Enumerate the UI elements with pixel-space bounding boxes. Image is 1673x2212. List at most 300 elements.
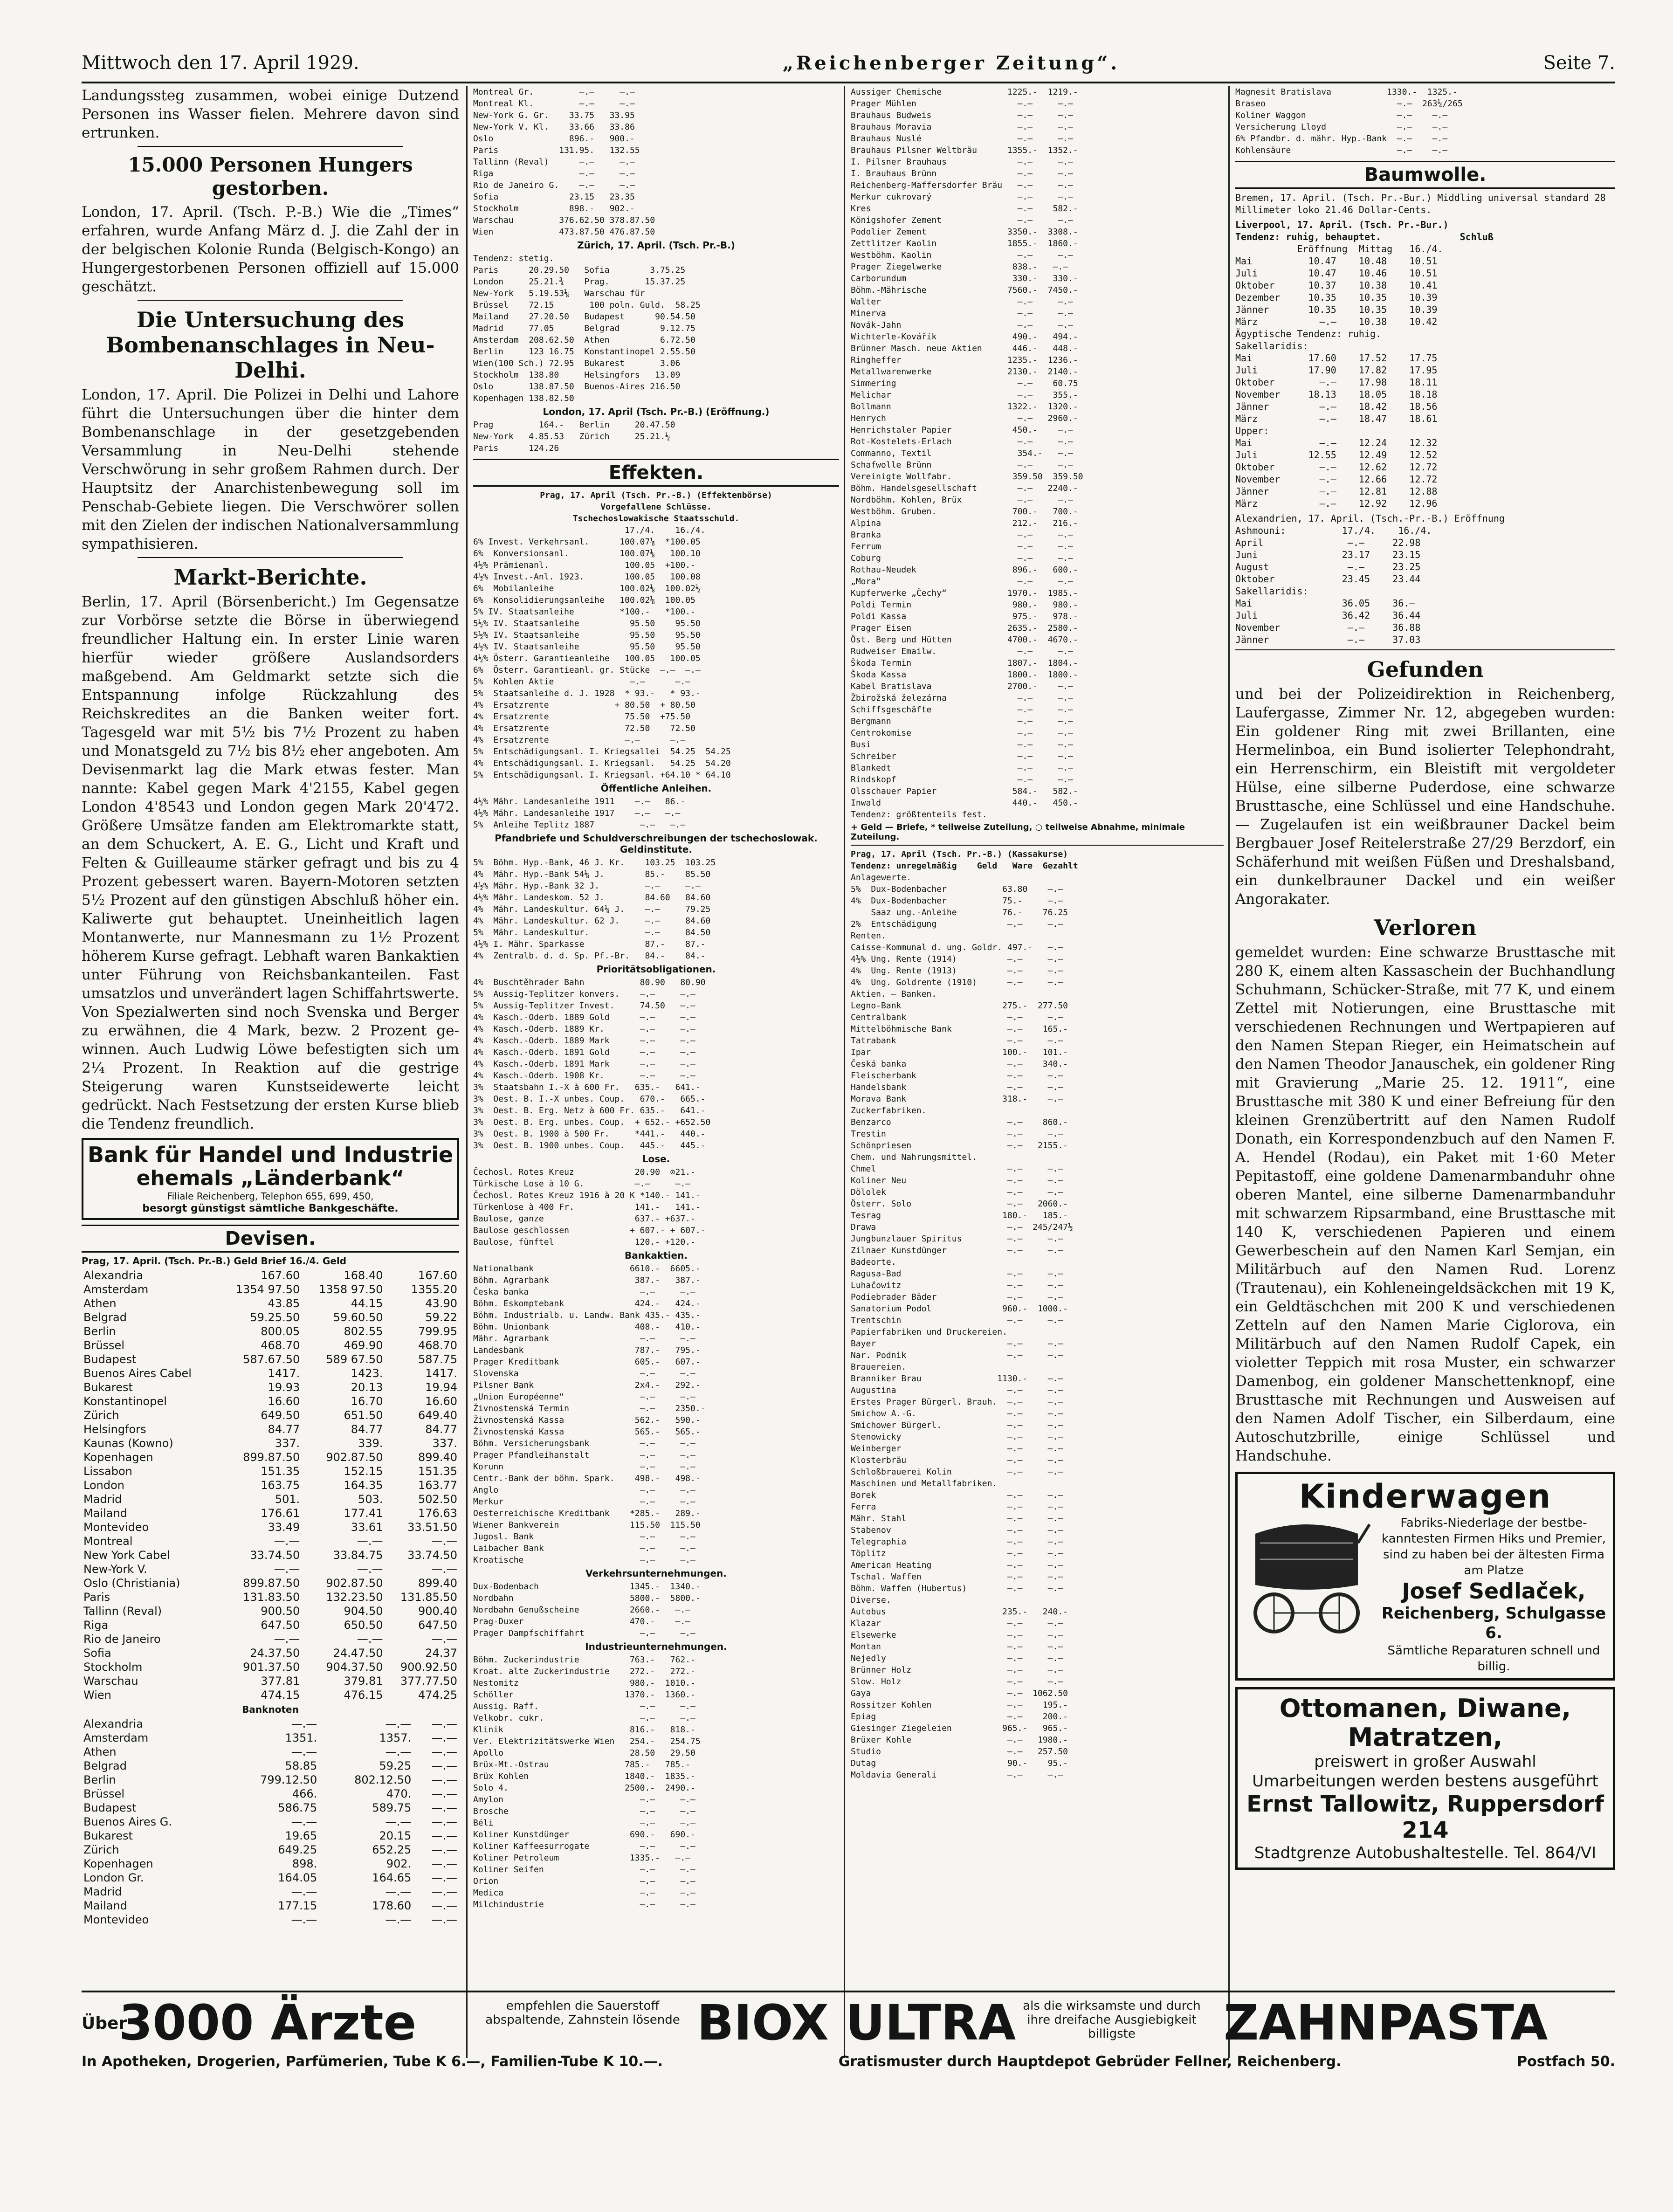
devisen-row <box>82 1604 459 1618</box>
banknoten-rate: —.— <box>431 1885 457 1898</box>
divider <box>851 845 1224 846</box>
devisen-rate: 163.77 <box>418 1479 457 1492</box>
banknoten-rate: 799.12.50 <box>260 1773 317 1786</box>
banknoten-rate: 898. <box>292 1857 317 1870</box>
banknoten-currency: Amsterdam <box>83 1731 149 1744</box>
ottomanen-sub2: Umarbeitungen werden bestens ausgeführt <box>1252 1772 1598 1791</box>
banknoten-row <box>82 1857 459 1871</box>
banknoten-rate: 902. <box>386 1857 412 1870</box>
devisen-rate: 501. <box>275 1493 300 1506</box>
devisen-row <box>82 1646 459 1660</box>
divider <box>1235 649 1615 650</box>
biox-big2: BIOX ULTRA <box>697 1994 1016 2051</box>
devisen-currency: Amsterdam <box>83 1283 149 1296</box>
bank-ad-line3: Filiale Reichenberg, Telephon 655, 699, 450, <box>167 1191 374 1202</box>
banknoten-rate: —.— <box>291 1815 317 1828</box>
rates-top: Montreal Gr. —.— —.— Montreal Kl. —.— —.— New-York G. Gr. 33.75 33.95 New-York V. Kl. 33.66 33.86 Oslo 896.- 900.- Paris 131.95. 132.55 Tallinn (Reval) —.— —.— Riga —.— —.— Rio de Janeiro G. —.— —.— Sofia 23.15 23.35 Stockholm 898.- 902.- Warschau 376.62.50 378.87.50 Wien 473.87.50 476.87.50 <box>473 87 655 237</box>
devisen-row <box>82 1590 459 1604</box>
devisen-row <box>82 1338 459 1352</box>
devisen-rate: —.— <box>274 1563 300 1576</box>
devisen-rate: 1355.20 <box>411 1283 457 1296</box>
footer-rule <box>82 1991 1615 1992</box>
biox-bottom-prices: In Apotheken, Drogerien, Parfümerien, Tube K 6.—, Familien-Tube K 10.—. <box>82 2054 663 2070</box>
banknoten-rate: —.— <box>431 1913 457 1926</box>
london-heading: London, 17. April (Tsch. Pr.-B.) (Eröffnung.) <box>543 406 770 417</box>
devisen-rate: —.— <box>431 1633 457 1646</box>
devisen-row <box>82 1296 459 1310</box>
devisen-row <box>82 1394 459 1408</box>
devisen-rate: 902.87.50 <box>326 1577 383 1590</box>
industrie-list: Böhm. Zuckerindustrie 763.- 762.- Kroat. alte Zuckerindustrie 272.- 272.- Nestomitz 980.- 1010.- Schöller 1370.- 1360.- Aussig. Raff. —.— —.— Velkobr. cukr. —.— —.— Klinik 816.- 818.- Ver. Elektrizitätswerke Wien 254.- 254.75 Apollo 28.50 29.50 Brüx-Mt.-Ostrau 785.- 785.- Brüx Kohlen 1840.- 1835.- Solo 4. 2500.- 2490.- Amylon —.— —.— Brosche —.— —.— Béli —.— —.— Koliner Kunstdünger 690.- 690.- Koliner Kaffeesurrogate —.— —.— Koliner Petroleum 1335.- —.— Koliner Seifen —.— —.— Orion —.— —.— Medica —.— —.— Milchindustrie —.— —.— <box>473 1655 701 1909</box>
banknoten-currency: Madrid <box>83 1885 122 1898</box>
header-masthead: „Reichenberger Zeitung“. <box>782 52 1120 74</box>
banknoten-table <box>82 1717 459 1927</box>
verloren-body: gemeldet wurden: Eine schwarze Brusttasche mit 280 K, einem alten Kassaschein der Buchhandlung Schuhmann, Schücker-Straße, mit 77 K, und einem Zettel mit Notierungen, eine Brusttasche mit verschiedenen Rechnungen und Wertpapieren auf den Namen Stepan Rieger, ein Heimatschein auf den Namen Theodor Janauschek, ein goldener Ring mit Gravierung „Marie 25. 12. 1911“, eine Brusttasche mit 380 K und einer Befreiung für den kleinen Grenzübertritt auf den Namen Rudolf Donath, ein Korrespondenzbuch auf den Namen F. A. Hendel (Rodau), ein Paket mit 1·60 Meter Pepitastoff, eine goldene Damenarmbanduhr ohne oberen Mantel, eine silberne Damenarmbanduhr mit schwarzem Ripsarmband, eine Brusttasche mit 140 K, verschiedenen Papieren und einem Gewerbeschein auf den Namen Karl Semjan, ein Militärbuch auf den Namen Rud. Lorenz (Trautenau), ein Kohleneingeldsäckchen mit 19 K, ein Geldtäschchen mit 200 K und verschiedenen Zetteln auf den Namen Marie Ciglorova, ein Militärbuch auf den Namen Rudolf Capek, ein violetter Teppich mit rosa Muster, ein schwarzer Damenbog, ein goldener Manschettenknopf, eine Brusttasche mit Rechnungen und Ausweisen auf den Namen Adolf Tischer, ein Silberdaum, eine Autoschutzbrille, einige Schlüssel und Handschuhe. <box>1235 944 1615 1464</box>
banknoten-row <box>82 1871 459 1885</box>
devisen-rate: 900.50 <box>261 1605 300 1618</box>
ottomanen-address: Stadtgrenze Autobushaltestelle. Tel. 864/VI <box>1254 1844 1597 1862</box>
devisen-rate: 339. <box>358 1437 383 1450</box>
pfandbriefe-heading: Pfandbriefe und Schuldverschreibungen der tschechoslowak. Geldinstitute. <box>495 833 818 855</box>
header-rule <box>82 82 1615 83</box>
banknoten-rate: —.— <box>291 1717 317 1730</box>
devisen-rate: 503. <box>358 1493 383 1506</box>
devisen-rate: 1417. <box>268 1367 300 1380</box>
devisen-rate: 33.84.75 <box>333 1549 383 1562</box>
banknoten-row <box>82 1899 459 1913</box>
banknoten-row <box>82 1717 459 1731</box>
devisen-rate: 84.77 <box>351 1423 383 1436</box>
bankaktien-heading: Bankaktien. <box>625 1250 688 1261</box>
banknoten-rate: —.— <box>385 1745 412 1758</box>
devisen-rate: 799.95 <box>418 1325 457 1338</box>
liverpool-heading: Liverpool, 17. April. (Tsch. Pr.-Bur.) Tendenz: ruhig, behauptet. Schluß <box>1235 219 1494 242</box>
devisen-rate: 59.22 <box>425 1311 457 1324</box>
devisen-rate: 647.50 <box>418 1619 457 1632</box>
liverpool-table: Eröffnung Mittag 16./4. Mai 10.47 10.48 10.51 Juli 10.47 10.46 10.51 Oktober 10.37 10.38 10.41 Dezember 10.35 10.35 10.39 Jänner 10.35 10.35 10.39 März —.— 10.38 10.42 <box>1235 243 1443 327</box>
devisen-rate: 377.77.50 <box>400 1675 457 1688</box>
devisen-rate: 651.50 <box>344 1409 383 1422</box>
devisen-row <box>82 1674 459 1688</box>
banknoten-rate: —.— <box>431 1843 457 1856</box>
banknoten-currency: Budapest <box>83 1801 137 1814</box>
devisen-rate: 177.41 <box>344 1507 383 1520</box>
devisen-rate: 587.75 <box>418 1353 457 1366</box>
devisen-rate: 899.40 <box>418 1577 457 1590</box>
devisen-rate: 337. <box>432 1437 457 1450</box>
devisen-row <box>82 1380 459 1394</box>
bank-ad-line2: ehemals „Länderbank“ <box>136 1166 405 1190</box>
devisen-rate: —.— <box>357 1563 383 1576</box>
banknoten-rate: —.— <box>431 1801 457 1814</box>
devisen-currency: Mailand <box>83 1507 127 1520</box>
banknoten-currency: Bukarest <box>83 1829 133 1842</box>
devisen-currency: London <box>83 1479 124 1492</box>
banknoten-rate: 589.75 <box>372 1801 412 1814</box>
bank-ad-line4: besorgt günstigst sämtliche Bankgeschäfte. <box>142 1203 399 1214</box>
devisen-rate: 16.60 <box>268 1395 300 1408</box>
devisen-rate: 19.93 <box>268 1381 300 1394</box>
devisen-rate: 800.05 <box>261 1325 300 1338</box>
devisen-rate: —.— <box>274 1633 300 1646</box>
devisen-rate: 900.92.50 <box>400 1661 457 1674</box>
devisen-rate: 131.85.50 <box>400 1591 457 1604</box>
banknoten-rate: —.— <box>431 1787 457 1800</box>
devisen-currency: New York Cabel <box>83 1549 170 1562</box>
devisen-rate: 59.25.50 <box>250 1311 300 1324</box>
biox-bottom-depot: Gratismuster durch Hauptdepot Gebrüder Fellner, Reichenberg. <box>838 2054 1342 2070</box>
bank-ad-line1: Bank für Handel und Industrie <box>87 1142 454 1167</box>
bankaktien-list: Nationalbank 6610.- 6605.- Böhm. Agrarbank 387.- 387.- Česka banka —.— —.— Böhm. Eskomptebank 424.- 424.- Böhm. Industrialb. u. Landw. Bank 435.- 435.- Böhm. Unionbank 408.- 410.- Mähr. Agrarbank —.— —.— Landesbank 787.- 795.- Prager Kreditbank 605.- 607.- Slovenska —.— —.— Pilsner Bank 2x4.- 292.- „Union Européenne“ —.— —.— Živnostenská Termin —.— 2350.- Živnostenská Kassa 562.- 590.- Živnostenská Kassa 565.- 565.- Böhm. Versicherungsbank —.— —.— Prager Pfandleihanstalt —.— —.— Korunn —.— —.— Centr.-Bank der böhm. Spark. 498.- 498.- Anglo —.— —.— Merkur —.— —.— Oesterreichische Kreditbank *285.- 289.- Wiener Bankverein 115.50 115.50 Jugosl. Bank —.— —.— Laibacher Bank —.— —.— Kroatische —.— —.— <box>473 1264 706 1565</box>
banknoten-rate: —.— <box>431 1759 457 1772</box>
devisen-rate: 176.63 <box>418 1507 457 1520</box>
devisen-row <box>82 1268 459 1282</box>
devisen-currency: Berlin <box>83 1325 116 1338</box>
lede-paragraph: Landungssteg zusammen, wobei einige Dutzend Personen ins Wasser fielen. Mehrere davon sind ertrunken. <box>82 87 459 141</box>
devisen-rate: 33.51.50 <box>407 1521 457 1534</box>
banknoten-row <box>82 1801 459 1815</box>
banknoten-currency: Belgrad <box>83 1759 127 1772</box>
devisen-rate: 649.40 <box>418 1409 457 1422</box>
banknoten-row <box>82 1843 459 1857</box>
devisen-rate: 802.55 <box>344 1325 383 1338</box>
devisen-rate: 902.87.50 <box>326 1451 383 1464</box>
devisen-row <box>82 1352 459 1366</box>
column-4 <box>1235 86 1615 2058</box>
devisen-row <box>82 1282 459 1296</box>
devisen-rate: 16.60 <box>425 1395 457 1408</box>
devisen-rate: 899.87.50 <box>243 1451 300 1464</box>
page-header <box>82 47 1615 79</box>
london-rates: Prag 164.- Berlin 20.47.50 New-York 4.85.53 Zürich 25.21.½ Paris 124.26 <box>473 420 675 453</box>
devisen-row <box>82 1492 459 1506</box>
header-page-number: Seite 7. <box>1543 52 1615 74</box>
zurich-rates: Tendenz: stetig. Paris 20.29.50 Sofia 3.75.25 London 25.21.¾ Prag. 15.37.25 New-York 5.19.53⅛ Warschau für Brüssel 72.15 100 poln. Guld. 58.25 Mailand 27.20.50 Budapest 90.54.50 Madrid 77.05 Belgrad 9.12.75 Amsterdam 208.62.50 Athen 6.72.50 Berlin 123 16.75 Konstantinopel 2.55.50 Wien(100 Sch.) 72.95 Bukarest 3.06 Stockholm 138.80 Helsingfors 13.09 Oslo 138.87.50 Buenos-Aires 216.50 Kopenhagen 138.82.50 <box>473 254 701 403</box>
devisen-rate: 650.50 <box>344 1619 383 1632</box>
devisen-currency: Lissabon <box>83 1465 132 1478</box>
devisen-currency: Athen <box>83 1297 117 1310</box>
banknoten-currency: Berlin <box>83 1773 116 1786</box>
biox-mid1: empfehlen die Sauerstoff abspaltende, Zahnstein lösende <box>485 1999 680 2027</box>
devisen-rate: 337. <box>275 1437 300 1450</box>
kurs-legend: + Geld — Briefe, * teilweise Zuteilung, ○ teilweise Abnahme, minimale Zuteilung. <box>851 822 1185 842</box>
devisen-rate: 132.23.50 <box>326 1591 383 1604</box>
devisen-rate: 1417. <box>425 1367 457 1380</box>
offentliche-list: 4½% Mähr. Landesanleihe 1911 —.— 86.- 4½% Mähr. Landesanleihe 1917 —.— —.— 5% Anleihe Teplitz 1887 —.— —.— <box>473 797 686 830</box>
hunger-headline: 15.000 Personen Hungers gestorben. <box>128 153 413 200</box>
pram-illustration <box>1241 1515 1372 1636</box>
divider <box>138 557 403 558</box>
banknoten-rate: 470. <box>386 1787 412 1800</box>
aktien-list: Aussiger Chemische 1225.- 1219.- Prager Mühlen —.— —.— Brauhaus Budweis —.— —.— Brauhaus Moravia —.— —.— Brauhaus Nuslé —.— —.— Brauhaus Pilsner Weltbräu 1355.- 1352.- I. Pilsner Brauhaus —.— —.— I. Brauhaus Brünn —.— —.— Reichenberg-Maffersdorfer Bräu —.— —.— Merkur cukrovarý —.— —.— Kres —.— 582.- Königshofer Zement —.— —.— Podolier Zement 3350.- 3308.- Zettlitzer Kaolin 1855.- 1860.- Westböhm. Kaolin —.— —.— Prager Ziegelwerke 838.- —.— Carborundum 330.- 330.- Böhm.-Mährische 7560.- 7450.- Walter —.— —.— Minerva —.— —.— Novák-Jahn —.— —.— Wichterle-Kovářík 490.- 494.- Brünner Masch. neue Aktien 446.- 448.- Ringheffer 1235.- 1236.- Metallwarenwerke 2130.- 2140.- Simmering —.— 60.75 Melichar —.— 355.- Bollmann 1322.- 1320.- Henrych —.— 2960.- Henrichstaler Papier 450.- —.— Rot-Kostelets-Erlach —.— —.— Commanno, Textil 354.- —.— Schafwolle Brünn —.— —.— Vereinigte Wollfabr. 359.50 359.50 Böhm. Handelsgesellschaft —.— 2240.- Nordböhm. Kohlen, Brüx —.— —.— Westböhm. Gruben. 700.- 700.- Alpina 212.- 216.- Branka —.— —.— Ferrum —.— —.— Coburg —.— —.— Rothau-Neudek 896.- 600.- „Mora“ —.— —.— Kupferwerke „Čechy“ 1970.- 1985.- Poldi Termin 980.- 980.- Poldi Kassa 975.- 978.- Prager Eisen 2635.- 2580.- Öst. Berg und Hütten 4700.- 4670.- Rudweiser Emailw. —.— —.— Škoda Termin 1807.- 1804.- Škoda Kassa 1800.- 1800.- Kabel Bratislava 2700.- —.— Žbirožská železárna —.— —.— Schiffsgeschäfte —.— —.— Bergmann —.— —.— Centrokomise —.— —.— Busi —.— —.— Schreiber —.— —.— Blankedt —.— —.— Rindskopf —.— —.— Olsschauer Papier 584.- 582.- Inwald 440.- 450.- Tendenz: größtenteils fest. <box>851 87 1083 820</box>
column-divider <box>844 86 845 2058</box>
devisen-row <box>82 1520 459 1534</box>
biox-bottom-postfach: Postfach 50. <box>1517 2054 1615 2070</box>
devisen-rate: 19.94 <box>425 1381 457 1394</box>
banknoten-rate: —.— <box>291 1745 317 1758</box>
devisen-currency: Madrid <box>83 1493 122 1506</box>
devisen-rate: 468.70 <box>418 1339 457 1352</box>
devisen-rate: 904.37.50 <box>326 1661 383 1674</box>
devisen-currency: Brüssel <box>83 1339 124 1352</box>
devisen-currency: Rio de Janeiro <box>83 1633 161 1646</box>
devisen-rate: 167.60 <box>418 1269 457 1282</box>
devisen-currency: Warschau <box>83 1675 138 1688</box>
devisen-currency: Tallinn (Reval) <box>83 1605 162 1618</box>
devisen-rate: 901.37.50 <box>243 1661 300 1674</box>
devisen-rate: 379.81 <box>344 1675 383 1688</box>
devisen-rate: 589 67.50 <box>326 1353 383 1366</box>
banknoten-row <box>82 1885 459 1899</box>
markt-body: Berlin, 17. April (Börsenbericht.) Im Gegensatze zur Vorbörse setzte die Börse in überwiegend freundlicher Haltung ein. In erster Linie waren hierfür wieder größere Auslandsorders maßgebend. Am Geldmarkt setzte sich die Entspannung infolge Rückzahlung des Reichskredites an die Banken weiter fort. Tagesgeld war mit 5½ bis 7½ Prozent zu haben und Monatsgeld zu 7½ bis 8½ eher angeboten. Am Devisenmarkt lag die Mark etwas fester. Man nannte: Kabel gegen Mark 4'2155, Kabel gegen London 4'8543 und London gegen Mark 20'472. Größere Umsätze fanden am Elektromarkte statt, an dem Schuckert, A. E. G., Licht und Kraft und Felten & Guilleaume stärker gefragt und bis zu 4 Prozent gebessert waren. Bayern-Motoren setzten 5½ Prozent auf den günstigen Abschluß höher ein. Kaliwerte gut behauptet. Uneinheitlich lagen Montanwerte, nur Mannesmann zu 1½ Prozent höherem Kurse gefragt. Lebhaft waren Bankaktien unter Führung von Reichsbankanteilen. Fast umsatzlos und unverändert lagen Schiffahrtswerte. Von Spezialwerten sind noch Svenska und Berger zu erwähnen, die 4 Mark, bezw. 2 Prozent gewinnen. Auch Ludwig Löwe befestigten sich um 2¼ Prozent. In Reaktion auf die gestrige Steigerung waren Kunstseidewerte leicht gedrückt. Nach Festsetzung der ersten Kurse blieb die Tendenz freundlich. <box>82 593 459 1132</box>
devisen-rate: 899.40 <box>418 1451 457 1464</box>
devisen-currency: Buenos Aires Cabel <box>83 1367 192 1380</box>
agypt-table: Ägyptische Tendenz: ruhig. Sakellaridis: Mai 17.60 17.52 17.75 Juli 17.90 17.82 17.95 Oktober —.— 17.98 18.11 November 18.13 18.05 18.18 Jänner —.— 18.42 18.56 März —.— 18.47 18.61 Upper: Mai —.— 12.24 12.32 Juli 12.55 12.49 12.52 Oktober —.— 12.62 12.72 November —.— 12.66 12.72 Jänner —.— 12.81 12.88 März —.— 12.92 12.96 <box>1235 328 1438 509</box>
devisen-row <box>82 1464 459 1478</box>
devisen-row <box>82 1408 459 1422</box>
bank-advertisement <box>82 1138 459 1220</box>
devisen-heading: Devisen. <box>82 1225 459 1253</box>
devisen-rate: 152.15 <box>344 1465 383 1478</box>
banknoten-rate: —.— <box>431 1857 457 1870</box>
bremen-report: Bremen, 17. April. (Tsch. Pr.-Bur.) Middling universal standard 28 Millimeter loko 21.46 Dollar-Cents. <box>1235 192 1606 215</box>
effekten-subheading: Prag, 17. April (Tsch. Pr.-B.) (Effektenbörse) Vorgefallene Schlüsse. Tschechoslowakische Staatsschuld. <box>540 490 772 524</box>
kinderwagen-firm: Josef Sedlaček, <box>1402 1578 1586 1604</box>
devisen-rate: 24.37.50 <box>250 1647 300 1660</box>
banknoten-rate: —.— <box>431 1899 457 1912</box>
devisen-rate: 59.60.50 <box>333 1311 383 1324</box>
bomb-headline: Die Untersuchung des Bombenanschlages in Neu-Delhi. <box>106 307 435 383</box>
devisen-currency: Montreal <box>83 1535 133 1548</box>
markt-headline: Markt-Berichte. <box>173 565 367 590</box>
devisen-row <box>82 1366 459 1380</box>
devisen-rate: 1423. <box>351 1367 383 1380</box>
devisen-rate: 151.35 <box>261 1465 300 1478</box>
devisen-row <box>82 1310 459 1324</box>
kinderwagen-title: Kinderwagen <box>1299 1477 1552 1516</box>
kinderwagen-repairs: Sämtliche Reparaturen schnell und billig. <box>1387 1644 1600 1674</box>
banknoten-rate: —.— <box>431 1871 457 1884</box>
devisen-rate: —.— <box>431 1563 457 1576</box>
banknoten-row <box>82 1913 459 1927</box>
devisen-table <box>82 1268 459 1702</box>
devisen-row <box>82 1576 459 1590</box>
devisen-row <box>82 1436 459 1450</box>
devisen-rate: 44.15 <box>351 1297 383 1310</box>
devisen-rate: —.— <box>274 1535 300 1548</box>
devisen-row <box>82 1562 459 1576</box>
devisen-row <box>82 1534 459 1548</box>
devisen-currency: Kopenhagen <box>83 1451 153 1464</box>
banknoten-rate: —.— <box>385 1885 412 1898</box>
banknoten-rate: —.— <box>431 1717 457 1730</box>
banknoten-row <box>82 1745 459 1759</box>
devisen-row <box>82 1660 459 1674</box>
lose-list: Čechosl. Rotes Kreuz 20.90 ⊙21.- Türkische Lose à 10 G. —.— —.— Čechosl. Rotes Kreuz 1916 à 20 K *140.- 141.- Türkenlose à 400 Fr. 141.- 141.- Baulose, ganze 637.- +637.- Baulose geschlossen + 607.- + 607.- Baulose, fünftel 120.- +120.- <box>473 1167 706 1247</box>
banknoten-heading: Banknoten <box>242 1704 299 1715</box>
devisen-rate: 377.81 <box>261 1675 300 1688</box>
devisen-rate: 647.50 <box>261 1619 300 1632</box>
hunger-body: London, 17. April. (Tsch. P.-B.) Wie die „Times“ erfahren, wurde Anfang März d. J. die Zahl der in der belgischen Kolonie Runda (Belgisch-Kongo) an Hungergestorbenen Personen offiziell auf 15.000 geschätzt. <box>82 204 459 295</box>
devisen-rate: 33.74.50 <box>250 1549 300 1562</box>
biox-big3: ZAHNPASTA <box>1224 1994 1548 2051</box>
devisen-rate: 899.87.50 <box>243 1577 300 1590</box>
devisen-rate: 167.60 <box>261 1269 300 1282</box>
banknoten-currency: Brüssel <box>83 1787 124 1800</box>
banknoten-rate: 164.05 <box>278 1871 317 1884</box>
devisen-rate: 1354 97.50 <box>235 1283 300 1296</box>
divider <box>138 146 403 147</box>
banknoten-rate: —.— <box>431 1731 457 1744</box>
banknoten-rate: —.— <box>385 1913 412 1926</box>
devisen-currency: New-York V. <box>83 1563 147 1576</box>
devisen-rate: 164.35 <box>344 1479 383 1492</box>
devisen-rate: 24.47.50 <box>333 1647 383 1660</box>
devisen-currency: Kaunas (Kowno) <box>83 1437 173 1450</box>
devisen-rate: 476.15 <box>344 1688 383 1702</box>
devisen-currency: Budapest <box>83 1353 137 1366</box>
banknoten-rate: —.— <box>431 1745 457 1758</box>
devisen-subheading: Prag, 17. April. (Tsch. Pr.-B.) Geld Brief 16./4. Geld <box>82 1255 347 1267</box>
ottomanen-title: Ottomanen, Diwane, Matratzen, <box>1279 1694 1571 1752</box>
devisen-row <box>82 1422 459 1436</box>
kinderwagen-advertisement <box>1235 1472 1615 1681</box>
devisen-row <box>82 1548 459 1562</box>
column-3 <box>851 86 1224 2058</box>
banknoten-rate: 652.25 <box>372 1843 412 1856</box>
verkehr-heading: Verkehrsunternehmungen. <box>585 1568 727 1579</box>
devisen-rate: 33.49 <box>268 1521 300 1534</box>
banknoten-rate: —.— <box>385 1815 412 1828</box>
biox-pre: Über <box>82 2014 127 2033</box>
devisen-currency: Zürich <box>83 1409 119 1422</box>
devisen-row <box>82 1324 459 1338</box>
col4-top-list: Magnesit Bratislava 1330.- 1325.- Braseo —.— 263¼/265 Koliner Waggon —.— —.— Versicherung Lloyd —.— —.— 6% Pfandbr. d. mähr. Hyp.-Bank —.— —.— Kohlensäure —.— —.— <box>1235 87 1463 155</box>
banknoten-rate: —.— <box>431 1815 457 1828</box>
banknoten-currency: Mailand <box>83 1899 127 1912</box>
banknoten-currency: Kopenhagen <box>83 1857 153 1870</box>
column-divider <box>1228 86 1230 2058</box>
banknoten-rate: 19.65 <box>285 1829 317 1842</box>
effekten-list: 17./4. 16./4. 6% Invest. Verkehrsanl. 100.07⅛ *100.05 6% Konversionsanl. 100.07⅛ 100.10 4½% Prämienanl. 100.05 +100.- 4½% Invest.-Anl. 1923. 100.05 100.08 6% Mobilanleihe 100.02⅛ 100.02½ 6% Konsolidierungsanleihe 100.02⅛ 100.05 5% IV. Staatsanleihe *100.- *100.- 5½% IV. Staatsanleihe 95.50 95.50 5½% IV. Staatsanleihe 95.50 95.50 4½% IV. Staatsanleihe 95.50 95.50 4½% Österr. Garantieanleihe 100.05 100.05 6% Österr. Garantieanl. gr. Stücke —.— —.— 5% Kohlen Aktie —.— —.— 5% Staatsanleihe d. J. 1928 * 93.- * 93.- 4% Ersatzrente + 80.50 + 80.50 4% Ersatzrente 75.50 +75.50 4% Ersatzrente 72.50 72.50 4% Ersatzrente —.— —.— 5% Entschädigungsanl. I. Kriegsallei 54.25 54.25 4% Entschädigungsanl. I. Kriegsanl. 54.25 54.20 5% Entschädigungsanl. I. Kriegsanl. +64.10 * 64.10 <box>473 525 731 780</box>
devisen-row <box>82 1618 459 1632</box>
devisen-rate: 900.40 <box>418 1605 457 1618</box>
column-2 <box>473 86 839 2058</box>
industrie-heading: Industrieunternehmungen. <box>585 1641 727 1652</box>
devisen-rate: 474.15 <box>261 1688 300 1702</box>
biox-advertisement <box>82 1995 1615 2079</box>
banknoten-row <box>82 1759 459 1773</box>
banknoten-rate: 1351. <box>285 1731 317 1744</box>
prioritaet-list: 4% Buschtěhrader Bahn 80.90 80.90 5% Aussig-Teplitzer konvers. —.— —.— 5% Aussig-Teplitzer Invest. 74.50 —.— 4% Kasch.-Oderb. 1889 Gold —.— —.— 4% Kasch.-Oderb. 1889 Kr. —.— —.— 4% Kasch.-Oderb. 1889 Mark —.— —.— 4% Kasch.-Oderb. 1891 Gold —.— —.— 4% Kasch.-Oderb. 1891 Mark —.— —.— 4% Kasch.-Oderb. 1908 Kr. —.— —.— 3% Staatsbahn I.-X à 600 Fr. 635.- 641.- 3% Oest. B. I.-X unbes. Coup. 670.- 665.- 3% Oest. B. Erg. Netz à 600 Fr. 635.- 641.- 3% Oest. B. Erg. unbes. Coup. + 652.- +652.50 3% Oest. B. 1900 à 500 Fr. *441.- 440.- 3% Oest. B. 1900 unbes. Coup. 445.- 445.- <box>473 978 711 1151</box>
bomb-body: London, 17. April. Die Polizei in Delhi und Lahore führt die Untersuchungen über die hinter dem Bombenanschlage in der gesetzgebenden Versammlung in Neu-Delhi stehende Verschwörung in sehr großem Rahmen durch. Der Hauptsitz der Anarchistenbewegung soll im Penschab-Gebiete liegen. Die Verschwörer sollen mit den Zielen der indischen Nationalversammlung sympathisieren. <box>82 386 459 552</box>
devisen-rate: 131.83.50 <box>243 1591 300 1604</box>
banknoten-rate: 178.60 <box>372 1899 412 1912</box>
devisen-currency: Bukarest <box>83 1381 133 1394</box>
banknoten-row <box>82 1731 459 1745</box>
devisen-rate: 33.74.50 <box>407 1549 457 1562</box>
effekten-heading: Effekten. <box>473 459 839 487</box>
devisen-rate: 16.70 <box>351 1395 383 1408</box>
banknoten-currency: London Gr. <box>83 1871 144 1884</box>
devisen-rate: 43.90 <box>425 1297 457 1310</box>
banknoten-currency: Buenos Aires G. <box>83 1815 172 1828</box>
biox-big1: 3000 Ärzte <box>119 1994 417 2051</box>
banknoten-rate: —.— <box>431 1773 457 1786</box>
banknoten-rate: 649.25 <box>278 1843 317 1856</box>
devisen-currency: Stockholm <box>83 1661 143 1674</box>
devisen-rate: 168.40 <box>344 1269 383 1282</box>
devisen-currency: Riga <box>83 1619 109 1632</box>
devisen-currency: Paris <box>83 1591 110 1604</box>
devisen-rate: 468.70 <box>261 1339 300 1352</box>
kassakurse-heading: Prag, 17. April (Tsch. Pr.-B.) (Kassakurse) Tendenz: unregelmäßig Geld Ware Gezahlt <box>851 849 1078 871</box>
column-divider <box>466 86 468 2058</box>
devisen-row <box>82 1478 459 1492</box>
banknoten-row <box>82 1815 459 1829</box>
devisen-rate: 43.85 <box>268 1297 300 1310</box>
gefunden-headline: Gefunden <box>1367 657 1484 682</box>
banknoten-rate: 586.75 <box>278 1801 317 1814</box>
ottomanen-firm: Ernst Tallowitz, Ruppersdorf 214 <box>1246 1791 1604 1843</box>
devisen-rate: 176.61 <box>261 1507 300 1520</box>
pfandbriefe-list: 5% Böhm. Hyp.-Bank, 46 J. Kr. 103.25 103.25 4% Mähr. Hyp.-Bank 54⅛ J. 85.- 85.50 4½% Mähr. Hyp.-Bank 32 J. —.— —.— 4½% Mähr. Landeskom. 52 J. 84.60 84.60 4% Mähr. Landeskultur. 64⅛ J. —.— 79.25 4% Mähr. Landeskultur. 62 J. —.— 84.60 5% Mähr. Landeskultur. —.— 84.50 4½% I. Mähr. Sparkasse 87.- 87.- 4% Zentralb. d. d. Sp. Pf.-Br. 84.- 84.- <box>473 858 716 961</box>
devisen-rate: 649.50 <box>261 1409 300 1422</box>
devisen-currency: Oslo (Christiania) <box>83 1577 180 1590</box>
verloren-headline: Verloren <box>1374 915 1477 940</box>
divider <box>138 300 403 301</box>
banknoten-rate: —.— <box>431 1829 457 1842</box>
devisen-currency: Wien <box>83 1688 111 1702</box>
banknoten-row <box>82 1829 459 1843</box>
banknoten-rate: 466. <box>292 1787 317 1800</box>
banknoten-rate: —.— <box>291 1913 317 1926</box>
banknoten-rate: 1357. <box>379 1731 412 1744</box>
devisen-rate: —.— <box>431 1535 457 1548</box>
devisen-rate: 20.13 <box>351 1381 383 1394</box>
banknoten-currency: Alexandria <box>83 1717 144 1730</box>
devisen-rate: 24.37 <box>425 1647 457 1660</box>
devisen-rate: 151.35 <box>418 1465 457 1478</box>
banknoten-rate: —.— <box>291 1885 317 1898</box>
devisen-currency: Belgrad <box>83 1311 127 1324</box>
devisen-rate: 84.77 <box>425 1423 457 1436</box>
devisen-rate: 474.25 <box>418 1688 457 1702</box>
banknoten-currency: Zürich <box>83 1843 119 1856</box>
devisen-row <box>82 1450 459 1464</box>
banknoten-rate: 20.15 <box>379 1829 412 1842</box>
column-1 <box>82 86 459 2058</box>
kinderwagen-text: Fabriks-Niederlage der bestbekanntesten Firmen Hiks und Premier, sind zu haben bei der ältesten Firma am Platze <box>1382 1516 1606 1578</box>
devisen-rate: 1358 97.50 <box>319 1283 383 1296</box>
verkehr-list: Dux-Bodenbach 1345.- 1340.- Nordbahn 5800.- 5800.- Nordbahn Genußscheine 2660.- —.— Prag-Duxer 470.- —.— Prager Dampfschiffahrt —.— —.— <box>473 1582 701 1638</box>
banknoten-currency: Montevideo <box>83 1913 149 1926</box>
devisen-row <box>82 1632 459 1646</box>
gefunden-body: und bei der Polizeidirektion in Reichenberg, Laufergasse, Zimmer Nr. 12, abgegeben wurden: Ein goldener Ring mit zwei Brillanten, eine Hermelinboa, ein Bund isolierter Telephondraht, ein Herrenschirm, ein Bleistift mit vergoldeter Hülse, eine silberne Puderdose, eine schwarze Brusttasche, eine Schlüssel und eine Handschuhe. — Zugelaufen ist ein weißbrauner Dackel beim Bergbauer Josef Reitelerstraße 27/29 Berzdorf, ein Schäferhund mit weißen Füßen und Dreshalsband, ein dunkelbrauner Dackel und ein weißer Angorakater. <box>1235 686 1615 908</box>
devisen-currency: Helsingfors <box>83 1423 146 1436</box>
devisen-currency: Konstantinopel <box>83 1395 167 1408</box>
devisen-row <box>82 1506 459 1520</box>
header-date: Mittwoch den 17. April 1929. <box>82 52 359 74</box>
devisen-row <box>82 1688 459 1702</box>
banknoten-row <box>82 1787 459 1801</box>
devisen-rate: 469.90 <box>344 1339 383 1352</box>
banknoten-rate: —.— <box>385 1717 412 1730</box>
biox-bottom-line <box>82 2054 1615 2070</box>
banknoten-rate: 802.12.50 <box>354 1773 412 1786</box>
banknoten-rate: 58.85 <box>285 1759 317 1772</box>
zurich-heading: Zürich, 17. April. (Tsch. Pr.-B.) <box>577 240 735 251</box>
